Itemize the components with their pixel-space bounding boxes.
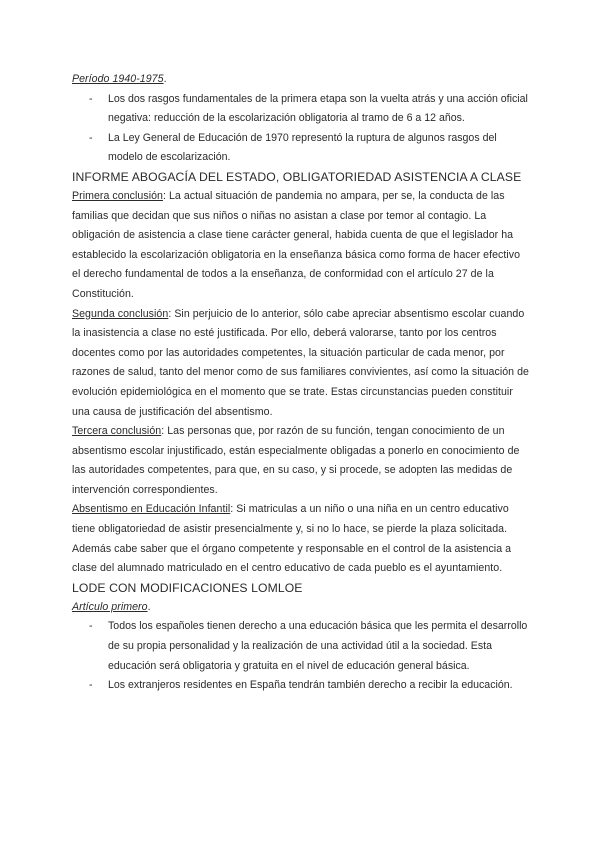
primera-label: Primera conclusión [72, 189, 163, 202]
periodo-title: Período 1940-1975 [72, 73, 164, 85]
dash-bullet: - [89, 131, 93, 144]
articulo-after: . [147, 600, 151, 613]
tercera-label: Tercera conclusión [72, 425, 162, 438]
list-item [72, 129, 530, 168]
list-item [72, 676, 530, 696]
list-item-text: Los dos rasgos fundamentales de la primera etapa son la vuelta atrás y una acción oficial negativa: reducción de la escolarización obligatoria al tramo de 6 a 12 años. [108, 92, 528, 125]
infantil-label: Absentismo en Educación Infantil [72, 503, 231, 516]
list-item [72, 617, 530, 676]
list-item-text: Los extranjeros residentes en España tendrán también derecho a recibir la educación. [108, 679, 513, 692]
infantil-text: : Si matriculas a un niño o una niña en un centro educativo tiene obligatoriedad de asistir presencialmente y, si no lo hace, se pierde la plaza solicitada. Además cabe saber que el órgano competente y responsable en el control de la asistencia a clase del alumnado matriculado en el centro educativo de cada pueblo es el ayuntamiento. [72, 503, 512, 575]
dash-bullet: - [89, 620, 93, 633]
periodo-list [72, 90, 530, 168]
periodo-after: . [163, 73, 167, 85]
segunda-paragraph [72, 305, 530, 423]
list-item-text: Todos los españoles tienen derecho a una educación básica que les permita el desarrollo de su propia personalidad y la realización de una actividad útil a la sociedad. Esta educación será obligatoria y gratuita en el nivel de educación general básica. [108, 620, 528, 672]
segunda-text: : Sin perjuicio de lo anterior, sólo cabe apreciar absentismo escolar cuando la inasistencia a clase no esté justificada. Por ello, deberá valorarse, tanto por los centros docentes como por las autoridades competentes, la situación particular de cada menor, por razones de salud, tanto del menor como de sus familiares convivientes, así como la situación de evolución epidemiológica en el momento que se trate. Estas circunstancias pueden constituir una causa de justificación del absentismo. [72, 307, 529, 418]
lode-heading: LODE CON MODIFICACIONES LOMLOE [72, 580, 303, 595]
articulo-title: Artículo primero [72, 600, 148, 613]
segunda-label: Segunda conclusión [72, 307, 169, 320]
primera-text: : La actual situación de pandemia no ampara, per se, la conducta de las familias que decidan que sus niños o niñas no asistan a clase por temor al contagio. La obligación de asistencia a clase tiene carácter general, habida cuenta de que el legislador ha establecido la escolarización obligatoria en la enseñanza básica como forma de hacer efectivo el derecho fundamental de todos a la enseñanza, de conformidad con el artículo 27 de la Constitución. [72, 189, 521, 300]
primera-paragraph [72, 187, 530, 305]
periodo-heading [72, 70, 530, 90]
tercera-text: : Las personas que, por razón de su función, tengan conocimiento de un absentismo escolar injustificado, están especialmente obligadas a ponerlo en conocimiento de las autoridades competentes, para que, en su caso, y si procede, se adopten las medidas de intervención correspondientes. [72, 425, 520, 496]
dash-bullet: - [89, 92, 93, 105]
document-page [72, 68, 530, 696]
infantil-paragraph [72, 500, 530, 578]
articulo-heading [72, 598, 530, 618]
list-item-text: La Ley General de Educación de 1970 representó la ruptura de algunos rasgos del modelo de escolarización. [108, 131, 497, 164]
dash-bullet: - [89, 679, 93, 692]
lode-list [72, 617, 530, 695]
informe-heading: INFORME ABOGACÍA DEL ESTADO, OBLIGATORIEDAD ASISTENCIA A CLASE [72, 169, 522, 184]
list-item [72, 90, 530, 129]
tercera-paragraph [72, 422, 530, 500]
